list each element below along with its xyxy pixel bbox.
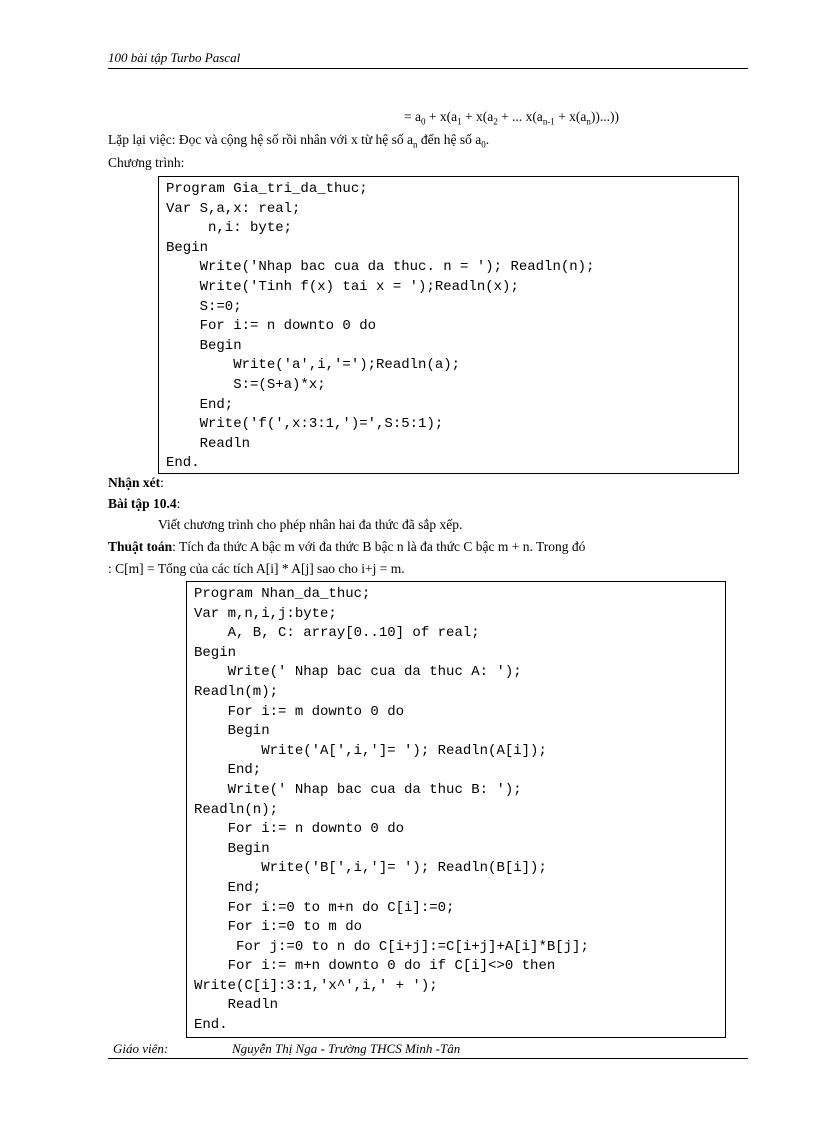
algorithm-line-2: : C[m] = Tổng của các tích A[i] * A[j] sao cho i+j = m. xyxy=(108,561,405,576)
program-label: Chương trình: xyxy=(108,155,185,170)
header-divider xyxy=(108,68,748,69)
algorithm-line-1: Thuật toán: Tích đa thức A bậc m với đa thức B bậc n là đa thức C bậc m + n. Trong đó xyxy=(108,539,586,554)
exercise-description: Viết chương trình cho phép nhân hai đa thức đã sắp xếp. xyxy=(158,517,463,532)
footer-label: Giáo viên: xyxy=(113,1041,169,1056)
code-block-2 xyxy=(186,581,726,1038)
page-header-title: 100 bài tập Turbo Pascal xyxy=(108,50,241,65)
horner-formula: = $a_0 + x(a_1 + x(a_2$ + ... $x(a_{n-1} + x(a_n))$...)) xyxy=(404,109,620,127)
code-block-2-text: Program Nhan_da_thuc; Var m,n,i,j:byte; A, B, C: array[0..10] of real; Begin Write(' Nhap bac cua da thuc A: '); Readln(m); For i:= m downto 0 do Begin Write('A[',i,']= '); Readln(A[i]); End; Write(' Nhap bac cua da thuc B: '); Readln(n); For i:= n downto 0 do Begin Write('B[',i,']= '); Readln(B[i]); End; For i:=0 to m+n do C[i]:=0; For i:=0 to m do For j:=0 to n do C[i+j]:=C[i+j]+A[i]*B[j]; For i:= m+n downto 0 do if C[i]<>0 then Write(C[i]:3:1,'x^',i,' + '); Readln End. xyxy=(194,586,589,1034)
footer-author: Nguyễn Thị Nga - Trường THCS Minh -Tân xyxy=(232,1041,461,1056)
repeat-instruction: Lặp lại việc: Đọc và cộng hệ số rồi nhân với x từ hệ số $a_n$ đến hệ số $a_0$. xyxy=(108,132,490,150)
remark-heading: Nhận xét: xyxy=(108,475,164,490)
code-block-1 xyxy=(158,176,739,474)
code-block-1-text: Program Gia_tri_da_thuc; Var S,a,x: real; n,i: byte; Begin Write('Nhap bac cua da thuc. n = '); Readln(n); Write('Tinh f(x) tai x = ');Readln(x); S:=0; For i:= n downto 0 do Begin Write('a',i,'=');Readln(a); S:=(S+a)*x; End; Write('f(',x:3:1,')=',S:5:1); Readln End. xyxy=(166,181,595,472)
exercise-heading: Bài tập 10.4: xyxy=(108,496,181,511)
footer-divider xyxy=(108,1058,748,1059)
